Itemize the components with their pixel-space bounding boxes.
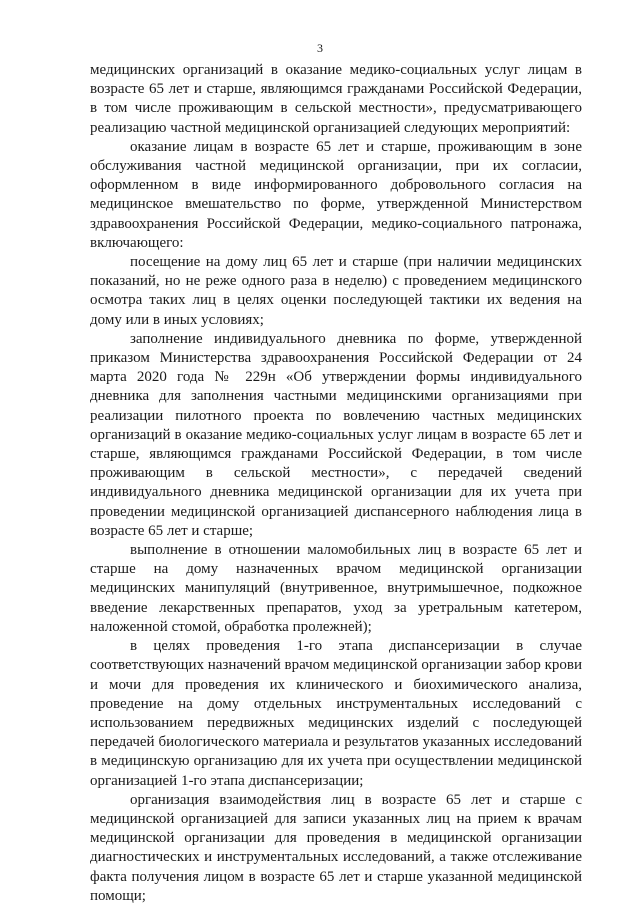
paragraph-interaction-organization: организация взаимодействия лиц в возрасте 65 лет и старше с медицинской организацией для записи указанных лиц на прием к врачам медицинской организации для проведения в медицинской организации диагностических и инструментальных исследований, а также отслеживание факта получения лицом в возрасте 65 лет и старше указанной медицинской помощи; [90, 791, 582, 904]
paragraph-individual-diary: заполнение индивидуального дневника по форме, утвержденной приказом Министерства здравоохранения Российской Федерации от 24 марта 2020 года № 229н «Об утверждении формы индивидуального дневника для заполнения частными медицинскими организациями при реализации пилотного проекта по вовлечению частных медицинских организаций в оказание медико-социальных услуг лицам в возрасте 65 лет и старше, являющимся гражданами Российской Федерации, в том числе проживающим в сельской местности», с передачей сведений индивидуального дневника медицинской организации для их учета при проведении медицинской организацией диспансерного наблюдения лица в возрасте 65 лет и старше; [90, 330, 582, 539]
page-number: 3 [317, 41, 323, 55]
paragraph-continuation: медицинских организаций в оказание медико-социальных услуг лицам в возрасте 65 лет и старше, являющимся гражданами Российской Федерации, в том числе проживающим в сельской местности», предусматривающего реализацию частной медицинской организацией следующих мероприятий: [90, 62, 582, 136]
paragraph-medical-manipulations: выполнение в отношении маломобильных лиц в возрасте 65 лет и старше на дому назначенных врачом медицинской организации медицинских манипуляций (внутривенное, внутримышечное, подкожное введение лекарственных препаратов, уход за уретральным катетером, наложенной стомой, обработка пролежней); [90, 542, 582, 635]
paragraph-dispensarization: в целях проведения 1-го этапа диспансеризации в случае соответствующих назначений врачом медицинской организации забор крови и мочи для проведения их клинического и биохимического анализа, проведение на дому отдельных инструментальных исследований с использованием передвижных медицинских изделий с последующей передачей биологического материала и результатов указанных исследований в медицинскую организацию для их учета при осуществлении медицинской организацией 1-го этапа диспансеризации; [90, 638, 582, 789]
paragraph-home-visits: посещение на дому лиц 65 лет и старше (при наличии медицинских показаний, но не реже одного раза в неделю) с проведением медицинского осмотра таких лиц в целях оценки последующей тактики их ведения на дому или в иных условиях; [90, 254, 582, 328]
paragraph-medical-patronage: оказание лицам в возрасте 65 лет и старше, проживающим в зоне обслуживания частной медицинской организации, при их согласии, оформленном в виде информированного добровольного согласия на медицинское вмешательство по форме, утвержденной Министерством здравоохранения Российской Федерации, медико-социального патронажа, включающего: [90, 138, 582, 251]
document-body [90, 61, 582, 906]
